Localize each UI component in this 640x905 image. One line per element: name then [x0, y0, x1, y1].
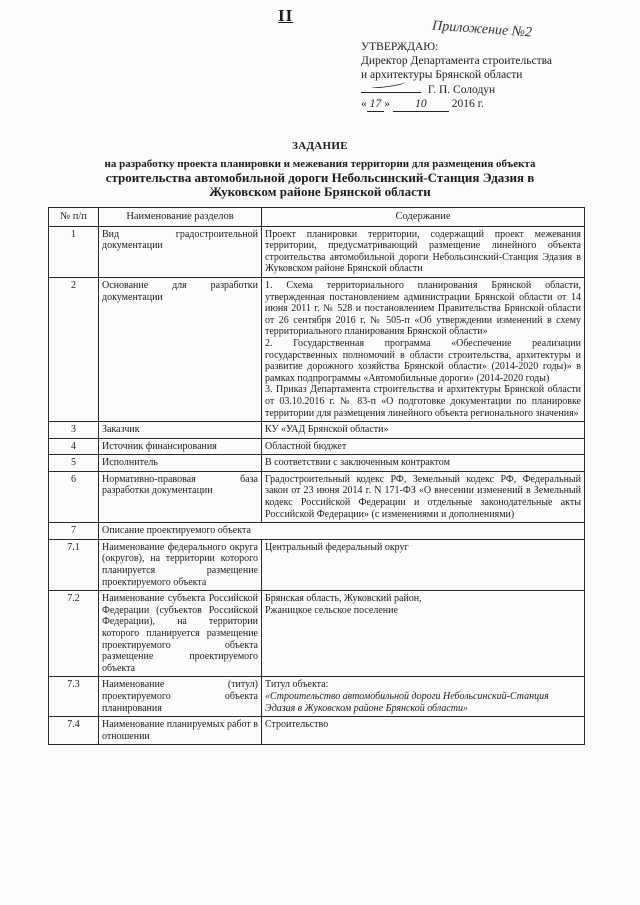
row-num: 7.2: [49, 591, 99, 677]
approver-name: Г. П. Солодун: [427, 84, 496, 96]
row-name: Нормативно-правовая база разработки документации: [99, 471, 262, 522]
row-content: Проект планировки территории, содержащий проект межевания территории, предусматривающий размещение линейного объекта строительства автомобильной дороги Небольсинский-Станция Эдазия в Жуковском районе Брянской области: [262, 226, 585, 277]
row-name: Основание для разработки документации: [99, 277, 262, 421]
document-object-name: [100, 171, 540, 199]
row-name: Наименование субъекта Российской Федерации (субъектов Российской Федерации), на территории которого планируется размещение проектируемого объекта размещение проектируемого объекта: [99, 591, 262, 677]
object-title-value: «Строительство автомобильной дороги Небольсинский-Станция Эдазия в Жуковском районе Брянской области»: [265, 690, 549, 714]
header-content: Содержание: [262, 208, 585, 227]
table-row: [49, 226, 585, 277]
region-line: Брянская область, Жуковский район,: [265, 593, 422, 605]
table-row: [49, 471, 585, 522]
row-num: 5: [49, 455, 99, 472]
approval-date: « 17 » 10 2016 г.: [361, 98, 484, 110]
approver-position-line1: Директор Департамента строительства: [361, 55, 552, 67]
basis-item-1: 1. Схема территориального планирования Брянской области, утвержденная постановлением администрации Брянской области от 14 июня 2011 г. № 528 и постановлением Правительства Брянской области от 26 сентября 2016 г. № 505-п «Об утверждении изменений в схему территориального планирования Брянской области»: [265, 279, 581, 338]
date-day: 17: [367, 97, 385, 112]
handwritten-annotation: Приложение №2: [431, 18, 533, 41]
signature-mark: [361, 82, 421, 93]
row-name: Заказчик: [99, 422, 262, 439]
row-name: Наименование планируемых работ в отношении: [99, 717, 262, 745]
document-subtitle: на разработку проекта планировки и межевания территории для размещения объекта: [104, 158, 536, 170]
object-name-line1: строительства автомобильной дороги Небольсинский-Станция Эдазия в: [105, 170, 535, 185]
approval-block: [361, 40, 631, 112]
approver-position-line2: и архитектуры Брянской области: [361, 69, 523, 81]
table-row: [49, 677, 585, 717]
row-num: 1: [49, 226, 99, 277]
row-name: Исполнитель: [99, 455, 262, 472]
row-name: Наименование федерального округа (округов), на территории которого планируется размещение проектируемого объекта: [99, 539, 262, 590]
date-year: 2016 г.: [451, 98, 484, 110]
row-content: [262, 591, 585, 677]
row-content: [262, 677, 585, 717]
settlement-line: Ржаницкое сельское поселение: [265, 604, 398, 616]
table-header-row: [49, 208, 585, 227]
table-row: [49, 717, 585, 745]
header-section: Наименование разделов: [99, 208, 262, 227]
row-num: 7.3: [49, 677, 99, 717]
row-content: Центральный федеральный округ: [262, 539, 585, 590]
row-num: 6: [49, 471, 99, 522]
row-num: 2: [49, 277, 99, 421]
row-content: КУ «УАД Брянской области»: [262, 422, 585, 439]
row-num: 4: [49, 438, 99, 455]
row-name: Наименование (титул) проектируемого объекта планирования: [99, 677, 262, 717]
row-num: 7: [49, 523, 99, 540]
table-row: [49, 422, 585, 439]
row-num: 7.4: [49, 717, 99, 745]
table-row: [49, 455, 585, 472]
row-content: Градостроительный кодекс РФ, Земельный кодекс РФ, Федеральный закон от 23 июня 2014 г. N 171-ФЗ «О внесении изменений в Земельный кодекс Российской Федерации и отдельные законодательные акты Российской Федерации» (с изменениями и дополнениями): [262, 471, 585, 522]
table-row: [49, 591, 585, 677]
row-section-title: Описание проектируемого объекта: [99, 523, 585, 540]
approve-label: УТВЕРЖДАЮ:: [361, 41, 439, 53]
page-number: II: [278, 6, 294, 25]
row-content: [262, 277, 585, 421]
basis-item-2: 2. Государственная программа «Обеспечение реализации государственных полномочий в области строительства, архитектуры и развитие дорожного хозяйства Брянской области» (2014-2020 годы)» в рамках подпрограммы «Автомобильные дороги» (2014-2020 годы): [265, 337, 581, 384]
document-title: ЗАДАНИЕ: [292, 140, 348, 152]
row-content: Строительство: [262, 717, 585, 745]
row-name: Вид градостроительной документации: [99, 226, 262, 277]
header-num: № п/п: [49, 208, 99, 227]
date-month: 10: [393, 97, 449, 112]
row-name: Источник финансирования: [99, 438, 262, 455]
table-row: [49, 523, 585, 540]
basis-item-3: 3. Приказ Департамента строительства и архитектуры Брянской области от 03.10.2016 г. № 83-п «О подготовке документации по планировке территории для размещения линейного объекта регионального значения»: [265, 384, 581, 419]
row-content: В соответствии с заключенным контрактом: [262, 455, 585, 472]
table-row: [49, 277, 585, 421]
object-name-line2: Жуковском районе Брянской области: [209, 184, 431, 199]
task-table: [48, 207, 585, 745]
table-row: [49, 438, 585, 455]
row-content: Областной бюджет: [262, 438, 585, 455]
row-num: 3: [49, 422, 99, 439]
approver-signature-line: [361, 82, 631, 97]
table-row: [49, 539, 585, 590]
object-title-label: Титул объекта:: [265, 679, 329, 691]
row-num: 7.1: [49, 539, 99, 590]
